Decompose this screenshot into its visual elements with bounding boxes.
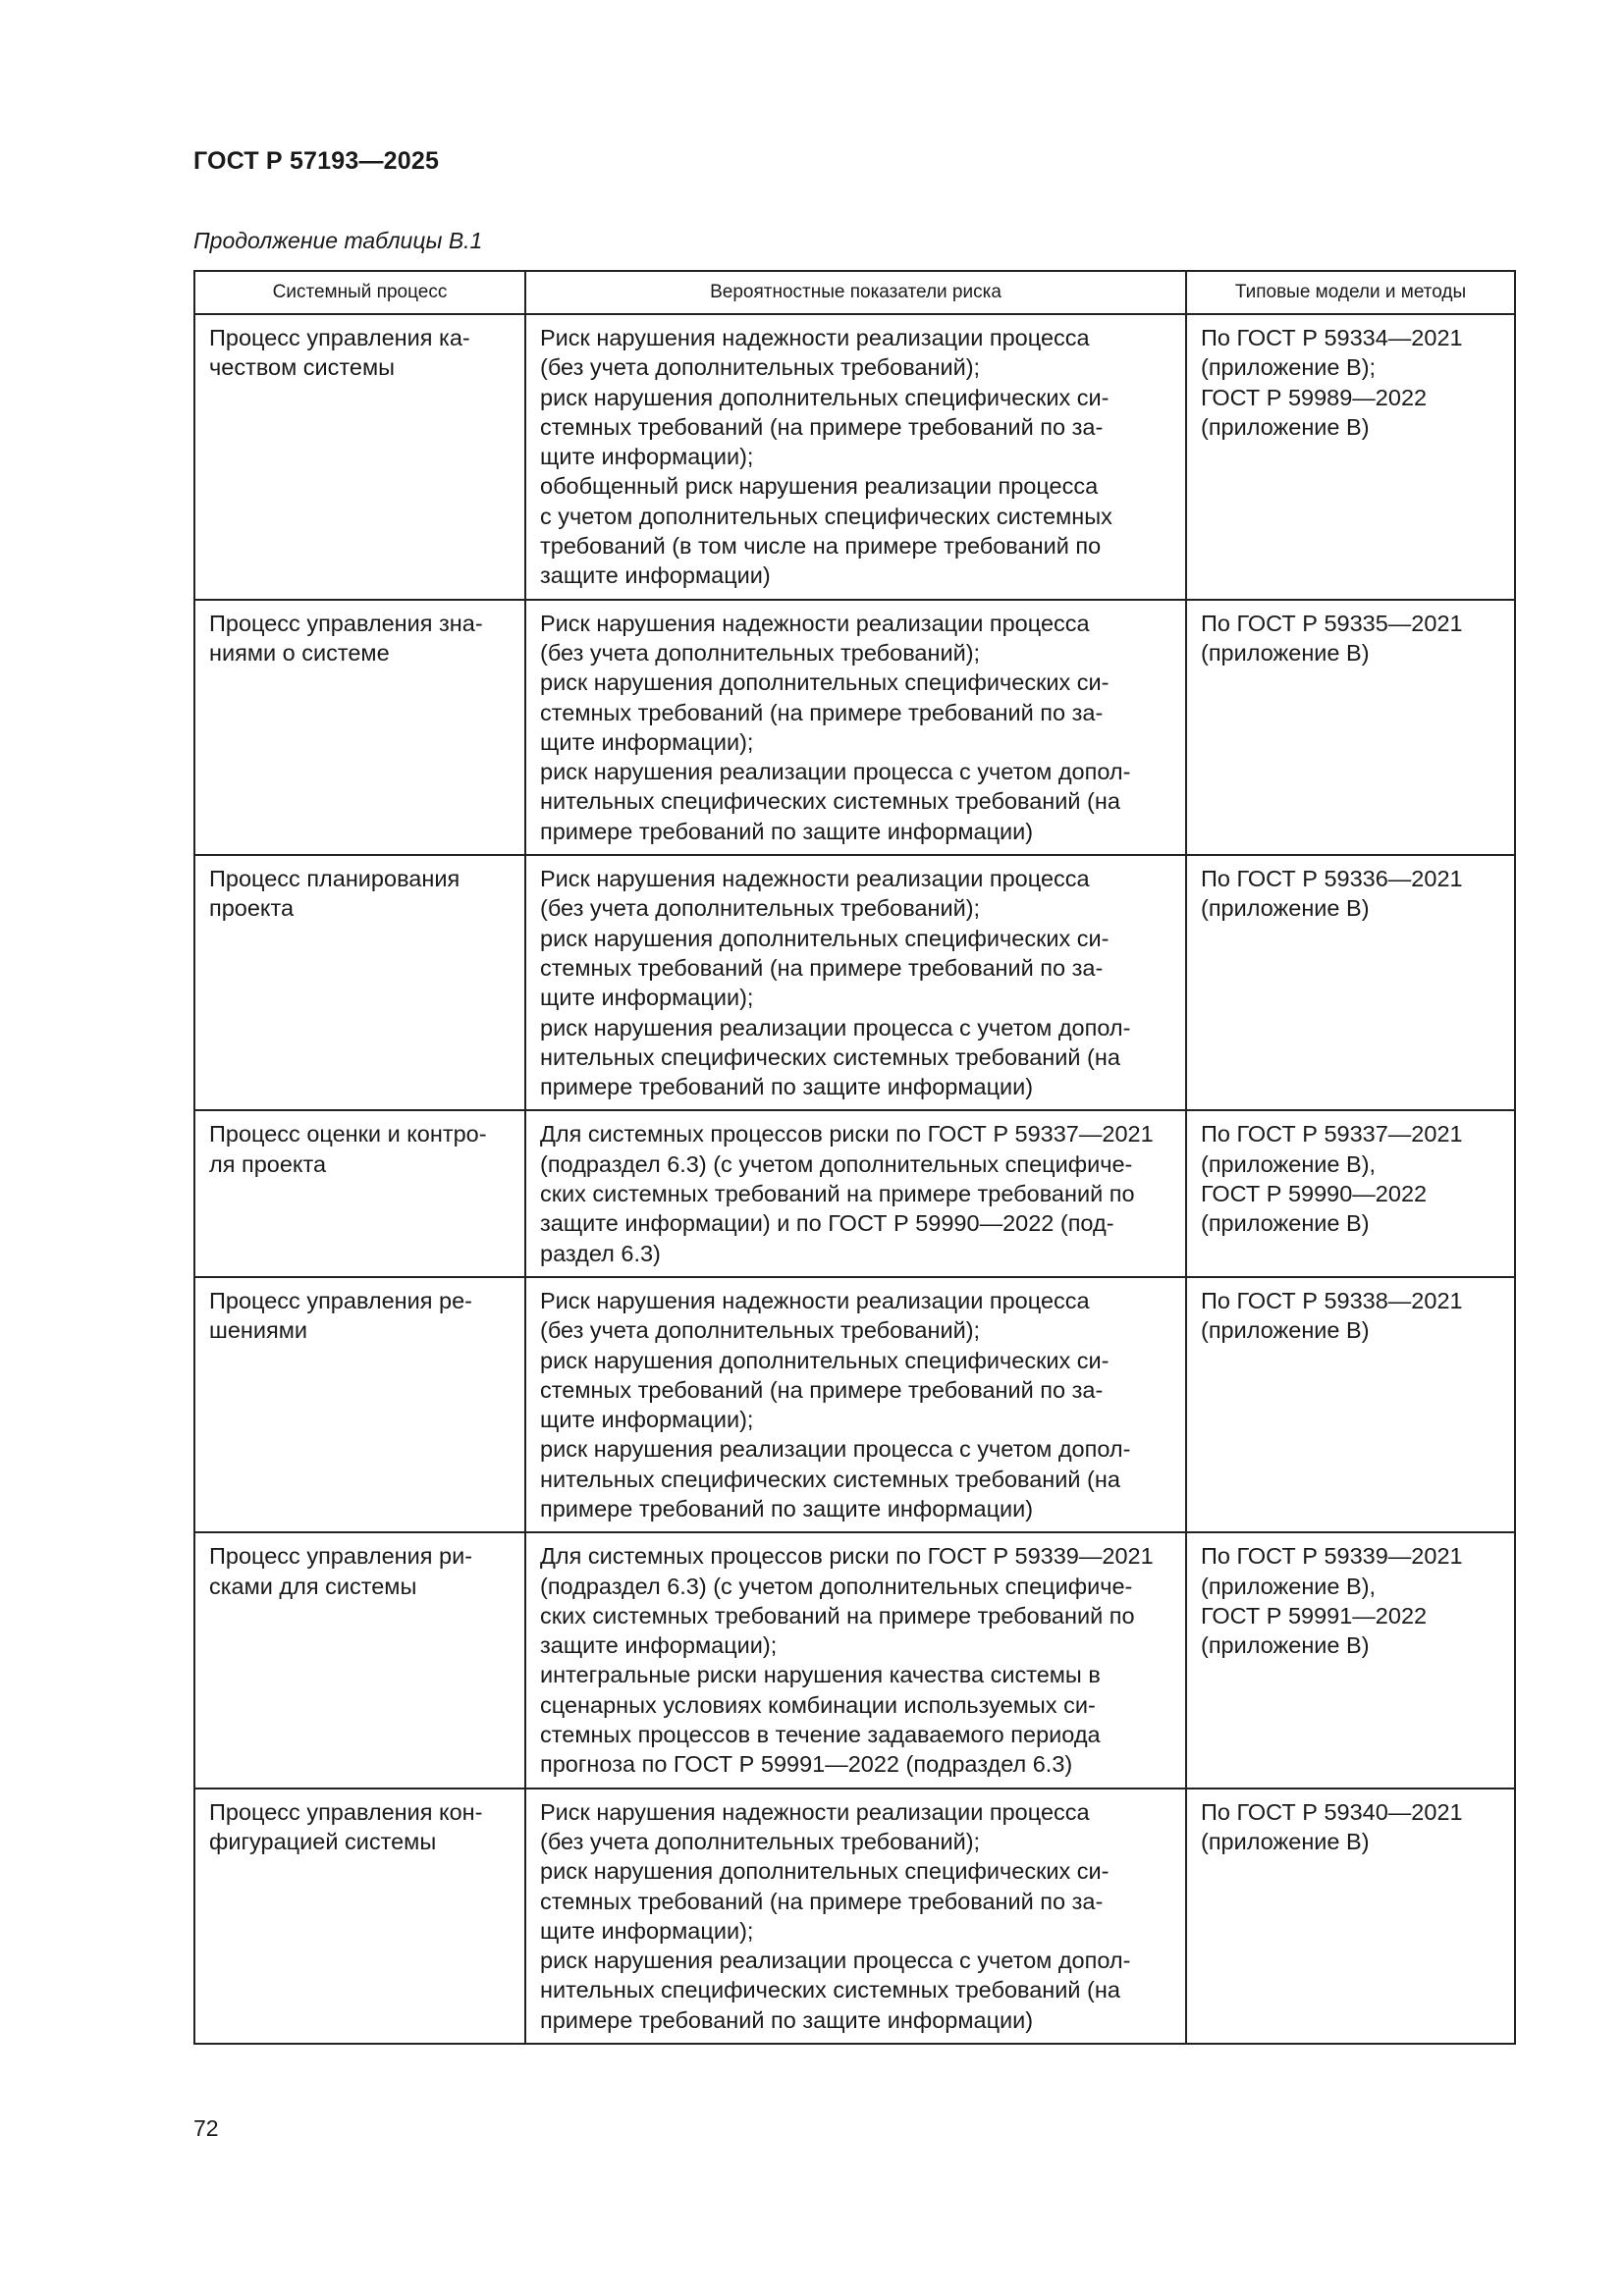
- methods-cell: [1186, 855, 1515, 1110]
- document-header: ГОСТ Р 57193—2025: [193, 147, 440, 175]
- cell-text-line: интегральные риски нарушения качества системы в: [540, 1662, 1101, 1688]
- cell-text-line: (приложение В): [1201, 895, 1370, 922]
- cell-text-line: стемных процессов в течение задаваемого периода: [540, 1722, 1101, 1748]
- methods-cell: [1186, 600, 1515, 855]
- cell-text-line: щите информации);: [540, 444, 754, 470]
- cell-text-line: Процесс управления ре-: [209, 1287, 472, 1313]
- risks-cell: [525, 1110, 1186, 1276]
- column-header-process: Системный процесс: [194, 271, 525, 314]
- cell-text-line: с учетом дополнительных специфических системных: [540, 503, 1112, 529]
- cell-text-line: (без учета дополнительных требований);: [540, 895, 981, 922]
- cell-text-line: риск нарушения дополнительных специфических си-: [540, 1347, 1110, 1373]
- cell-text-line: ских системных требований на примере требований по: [540, 1602, 1135, 1629]
- cell-text-line: ГОСТ Р 59989—2022: [1201, 384, 1428, 410]
- cell-text-line: (приложение В): [1201, 413, 1370, 440]
- cell-text-line: нительных специфических системных требований (на: [540, 788, 1120, 815]
- risks-cell: [525, 1277, 1186, 1532]
- cell-text-line: (приложение В): [1201, 1828, 1370, 1854]
- cell-text-line: риск нарушения дополнительных специфических си-: [540, 925, 1110, 951]
- cell-text-line: требований (в том числе на примере требований по: [540, 533, 1102, 560]
- cell-text-line: стемных требований (на примере требований по за-: [540, 413, 1104, 440]
- cell-text-line: (приложение В): [1201, 1632, 1370, 1659]
- cell-text-line: Процесс оценки и контро-: [209, 1121, 487, 1148]
- methods-cell: [1186, 1789, 1515, 2044]
- table-row: [194, 1110, 1515, 1276]
- cell-text-line: Процесс управления зна-: [209, 610, 483, 636]
- column-header-risks: Вероятностные показатели риска: [525, 271, 1186, 314]
- cell-text-line: фигурацией системы: [209, 1828, 437, 1854]
- cell-text-line: ских системных требований на примере требований по: [540, 1181, 1135, 1207]
- cell-text-line: По ГОСТ Р 59340—2021: [1201, 1798, 1463, 1825]
- cell-text-line: По ГОСТ Р 59339—2021: [1201, 1543, 1463, 1570]
- risks-cell: [525, 1532, 1186, 1788]
- cell-text-line: Для системных процессов риски по ГОСТ Р 59339—2021: [540, 1543, 1154, 1570]
- cell-text-line: нительных специфических системных требований (на: [540, 1043, 1120, 1070]
- methods-cell: [1186, 1110, 1515, 1276]
- cell-text-line: щите информации);: [540, 1407, 754, 1433]
- cell-text-line: По ГОСТ Р 59338—2021: [1201, 1287, 1463, 1313]
- cell-text-line: Процесс управления ри-: [209, 1543, 473, 1570]
- table-row: [194, 1789, 1515, 2044]
- page-number: 72: [193, 2115, 219, 2141]
- risks-cell: [525, 1789, 1186, 2044]
- cell-text-line: нительных специфических системных требований (на: [540, 1977, 1120, 2003]
- cell-text-line: ниями о системе: [209, 639, 390, 666]
- cell-text-line: защите информации): [540, 562, 771, 589]
- cell-text-line: защите информации) и по ГОСТ Р 59990—2022 (под-: [540, 1210, 1114, 1237]
- table-row: [194, 1532, 1515, 1788]
- cell-text-line: стемных требований (на примере требований по за-: [540, 1888, 1104, 1914]
- cell-text-line: (подраздел 6.3) (с учетом дополнительных специфиче-: [540, 1150, 1133, 1177]
- cell-text-line: (без учета дополнительных требований);: [540, 639, 981, 666]
- cell-text-line: (приложение В): [1201, 639, 1370, 666]
- process-cell: [194, 600, 525, 855]
- cell-text-line: По ГОСТ Р 59337—2021: [1201, 1121, 1463, 1148]
- table-row: [194, 855, 1515, 1110]
- risks-cell: [525, 600, 1186, 855]
- cell-text-line: риск нарушения дополнительных специфических си-: [540, 384, 1110, 410]
- cell-text-line: Риск нарушения надежности реализации процесса: [540, 610, 1090, 636]
- cell-text-line: сками для системы: [209, 1573, 417, 1599]
- cell-text-line: (приложение В): [1201, 1210, 1370, 1237]
- table-body: [194, 314, 1515, 2044]
- process-cell: [194, 1277, 525, 1532]
- cell-text-line: риск нарушения реализации процесса с учетом допол-: [540, 1436, 1131, 1463]
- table-row: [194, 1277, 1515, 1532]
- cell-text-line: риск нарушения реализации процесса с учетом допол-: [540, 1948, 1131, 1974]
- cell-text-line: примере требований по защите информации): [540, 2006, 1034, 2033]
- cell-text-line: примере требований по защите информации): [540, 1074, 1034, 1100]
- cell-text-line: прогноза по ГОСТ Р 59991—2022 (подраздел 6.3): [540, 1751, 1073, 1778]
- process-cell: [194, 1789, 525, 2044]
- cell-text-line: (без учета дополнительных требований);: [540, 1828, 981, 1854]
- cell-text-line: Риск нарушения надежности реализации процесса: [540, 866, 1090, 892]
- cell-text-line: риск нарушения дополнительных специфических си-: [540, 1858, 1110, 1885]
- process-cell: [194, 314, 525, 600]
- cell-text-line: Риск нарушения надежности реализации процесса: [540, 1287, 1090, 1313]
- cell-text-line: проекта: [209, 895, 295, 922]
- table-row: [194, 314, 1515, 600]
- methods-cell: [1186, 314, 1515, 600]
- cell-text-line: защите информации);: [540, 1632, 778, 1659]
- cell-text-line: Риск нарушения надежности реализации процесса: [540, 325, 1090, 350]
- cell-text-line: По ГОСТ Р 59335—2021: [1201, 610, 1463, 636]
- methods-cell: [1186, 1277, 1515, 1532]
- cell-text-line: стемных требований (на примере требований по за-: [540, 699, 1104, 725]
- risk-table: [193, 270, 1516, 2045]
- cell-text-line: (приложение В);: [1201, 354, 1377, 381]
- cell-text-line: (приложение В),: [1201, 1150, 1377, 1177]
- column-header-methods: Типовые модели и методы: [1186, 271, 1515, 314]
- table-row: [194, 600, 1515, 855]
- table-header-row: [194, 271, 1515, 314]
- cell-text-line: риск нарушения реализации процесса с учетом допол-: [540, 1014, 1131, 1041]
- table-caption: Продолжение таблицы В.1: [193, 228, 483, 253]
- cell-text-line: Процесс управления ка-: [209, 325, 470, 350]
- cell-text-line: щите информации);: [540, 985, 754, 1011]
- cell-text-line: По ГОСТ Р 59336—2021: [1201, 866, 1463, 892]
- cell-text-line: (без учета дополнительных требований);: [540, 354, 981, 381]
- cell-text-line: стемных требований (на примере требований по за-: [540, 1376, 1104, 1403]
- cell-text-line: чеством системы: [209, 354, 396, 381]
- cell-text-line: риск нарушения реализации процесса с учетом допол-: [540, 759, 1131, 785]
- cell-text-line: риск нарушения дополнительных специфических си-: [540, 669, 1110, 696]
- cell-text-line: (приложение В),: [1201, 1573, 1377, 1599]
- risks-cell: [525, 314, 1186, 600]
- process-cell: [194, 1532, 525, 1788]
- cell-text-line: сценарных условиях комбинации используемых си-: [540, 1691, 1096, 1718]
- methods-cell: [1186, 1532, 1515, 1788]
- cell-text-line: ГОСТ Р 59991—2022: [1201, 1602, 1428, 1629]
- cell-text-line: Процесс планирования: [209, 866, 460, 892]
- cell-text-line: стемных требований (на примере требований по за-: [540, 954, 1104, 981]
- cell-text-line: Процесс управления кон-: [209, 1798, 483, 1825]
- cell-text-line: шениями: [209, 1317, 308, 1344]
- cell-text-line: ГОСТ Р 59990—2022: [1201, 1181, 1428, 1207]
- cell-text-line: ля проекта: [209, 1150, 327, 1177]
- cell-text-line: щите информации);: [540, 728, 754, 755]
- cell-text-line: обобщенный риск нарушения реализации процесса: [540, 473, 1099, 500]
- cell-text-line: нительных специфических системных требований (на: [540, 1466, 1120, 1492]
- cell-text-line: щите информации);: [540, 1917, 754, 1944]
- cell-text-line: раздел 6.3): [540, 1240, 661, 1266]
- risks-cell: [525, 855, 1186, 1110]
- process-cell: [194, 1110, 525, 1276]
- cell-text-line: (подраздел 6.3) (с учетом дополнительных специфиче-: [540, 1573, 1133, 1599]
- cell-text-line: примере требований по защите информации): [540, 818, 1034, 844]
- cell-text-line: Для системных процессов риски по ГОСТ Р 59337—2021: [540, 1121, 1154, 1148]
- cell-text-line: примере требований по защите информации): [540, 1495, 1034, 1522]
- cell-text-line: Риск нарушения надежности реализации процесса: [540, 1798, 1090, 1825]
- process-cell: [194, 855, 525, 1110]
- cell-text-line: По ГОСТ Р 59334—2021: [1201, 325, 1463, 350]
- cell-text-line: (приложение В): [1201, 1317, 1370, 1344]
- cell-text-line: (без учета дополнительных требований);: [540, 1317, 981, 1344]
